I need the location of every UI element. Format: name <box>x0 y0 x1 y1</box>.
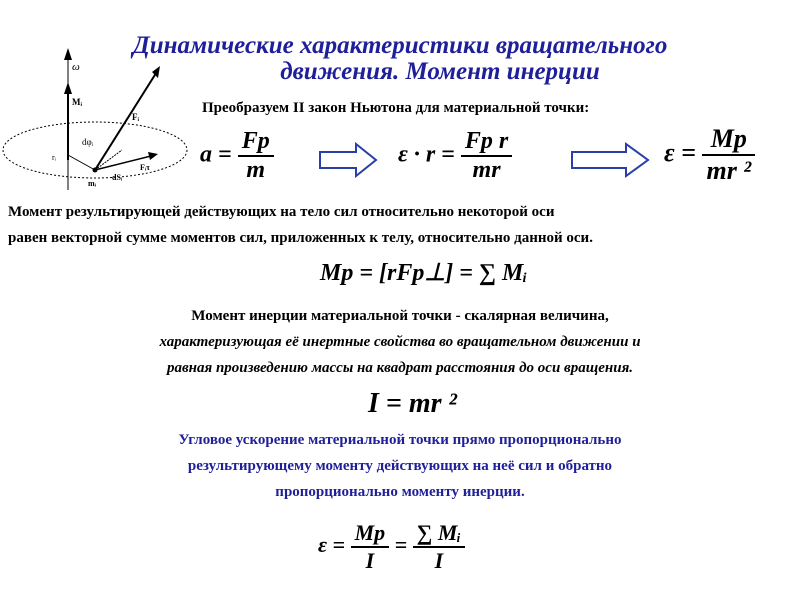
force-vector <box>95 70 158 170</box>
inertia-definition-line3: равная произведению массы на квадрат расстояния до оси вращения. <box>166 360 634 376</box>
equation-inertia: I = mr ² <box>368 388 457 419</box>
eq1-denominator: m <box>246 157 266 183</box>
acceleration-law-line1: Угловое ускорение материальной точки прямо пропорционально <box>178 432 622 448</box>
dphi-label: dφᵢ <box>82 137 94 147</box>
axis-arrow-icon <box>64 48 72 60</box>
equation-multiplied <box>398 128 512 184</box>
eq2-denominator: mr <box>472 157 501 183</box>
eq3-fraction <box>702 124 755 186</box>
eq1-fraction <box>238 128 274 184</box>
moment-label: Mᵢ <box>72 97 83 107</box>
tangential-arrow-icon <box>148 152 158 160</box>
acceleration-law-line3: пропорционально моменту инерции. <box>275 484 525 500</box>
tangential-force-label: Fᵢτ <box>140 163 150 172</box>
page-title-line2: движения. Момент инерции <box>280 58 600 85</box>
acceleration-law-line2: результирующему моменту действующих на неё сил и обратно <box>187 458 613 474</box>
equation-angular-acceleration <box>664 124 755 186</box>
ds-label: dSᵢ <box>112 173 123 182</box>
omega-label: ω <box>72 61 80 73</box>
equation-newton <box>200 128 274 184</box>
transform-arrow-1-icon <box>318 142 378 178</box>
mass-label: mᵢ <box>88 179 97 188</box>
eq1-numerator: Fр <box>238 128 274 157</box>
moment-definition-line1: Момент результирующей действующих на тело сил относительно некоторой оси <box>8 204 555 220</box>
eq2-lhs: ε · r = <box>398 141 455 168</box>
equation-moment-sum: Mр = [rFр⊥] = ∑ Mᵢ <box>320 260 528 286</box>
page-title-line1: Динамические характеристики вращательного <box>132 32 668 59</box>
inertia-definition-line1: Момент инерции материальной точки - скалярная величина, <box>191 308 609 324</box>
force-label: Fᵢ <box>132 112 140 122</box>
mass-point <box>93 168 98 173</box>
rotation-diagram <box>0 40 200 210</box>
transform-text: Преобразуем II закон Ньютона для материальной точки: <box>202 100 590 116</box>
moment-arrow-icon <box>64 82 72 94</box>
final-numerator-2: ∑ Mᵢ <box>413 520 465 548</box>
final-denominator-2: I <box>434 548 444 573</box>
final-lhs: ε = <box>318 532 346 558</box>
final-fraction-1 <box>351 520 390 574</box>
final-fraction-2 <box>413 520 465 574</box>
eq1-lhs: a = <box>200 141 232 168</box>
final-numerator-1: Mр <box>351 520 390 548</box>
eq3-lhs: ε = <box>664 137 696 167</box>
eq3-numerator: Mр <box>702 124 755 156</box>
radius-vector <box>68 155 95 170</box>
eq2-numerator: Fр r <box>461 128 512 157</box>
moment-definition-line2: равен векторной сумме моментов сил, приложенных к телу, относительно данной оси. <box>8 230 593 246</box>
eq3-denominator: mr ² <box>706 156 752 185</box>
final-denominator-1: I <box>365 548 375 573</box>
final-equals: = <box>394 532 408 558</box>
transform-arrow-2-icon <box>570 142 650 178</box>
radius-label: rᵢ <box>52 153 56 162</box>
eq2-fraction <box>461 128 512 184</box>
equation-final <box>318 520 465 574</box>
inertia-definition-line2: характеризующая её инертные свойства во вращательном движении и <box>159 334 641 350</box>
